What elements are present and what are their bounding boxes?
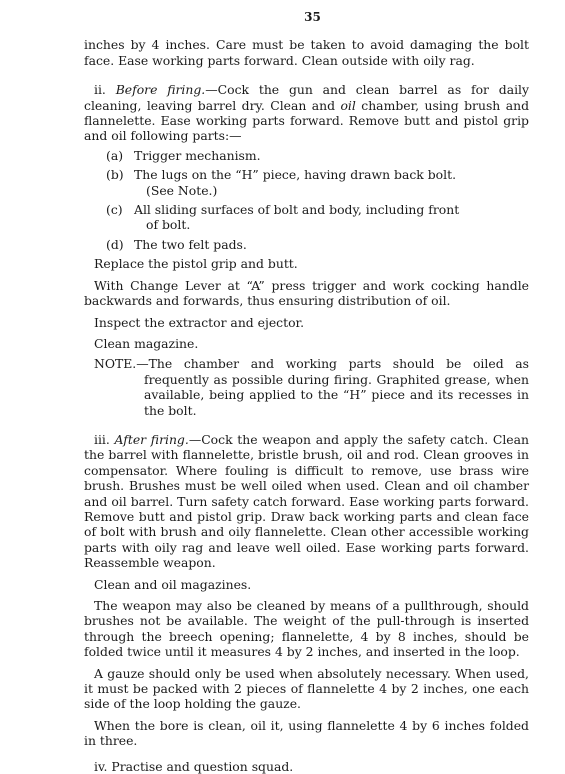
list-item bbox=[84, 202, 529, 233]
paragraph-before-firing bbox=[84, 82, 529, 144]
list-item bbox=[84, 148, 529, 163]
list-item-mark: (d) bbox=[106, 236, 124, 252]
paragraph-practise: iv. Practise and question squad. bbox=[94, 758, 294, 774]
heading-before-firing: Before firing. bbox=[115, 82, 206, 98]
parts-list bbox=[84, 148, 529, 252]
note-paragraph: NOTE.—The chamber and working parts should be oiled as frequently as possible during firing. Graphited grease, when available, being applied to the “H” piece and its recesses in the bolt. bbox=[94, 356, 529, 418]
paragraph-pullthrough: The weapon may also be cleaned by means of a pullthrough, should brushes not be available. The weight of the pull-through is inserted through the breech opening; flannelette, 4 by 8 inches, should be folded twice until it measures 4 by 2 inches, and inserted in the loop. bbox=[84, 598, 529, 660]
paragraph-replace: Replace the pistol grip and butt. bbox=[94, 256, 298, 272]
list-item-text: Trigger mechanism. bbox=[134, 147, 261, 163]
list-item-mark: (a) bbox=[106, 147, 124, 163]
paragraph-continued: inches by 4 inches. Care must be taken to avoid damaging the bolt face. Ease working parts forward. Clean outside with oily rag. bbox=[84, 37, 529, 68]
after-firing-text: —Cock the weapon and apply the safety catch. Clean the barrel with flannelette, bristle brush, oil and rod. Clean grooves in compensator. Where fouling is difficult to remove, use brass wire brush. Brushes must be well oiled when used. Clean and oil chamber and oil barrel. Turn safety catch forward. Ease working parts forward. Remove butt and pistol grip. Draw back working parts and clean face of bolt with brush and oily flannelette. Clean other accessible working parts with oily rag and leave well oiled. Ease working parts forward. Reassemble weapon. bbox=[84, 431, 529, 571]
section-number-iii: iii. bbox=[94, 431, 115, 447]
list-item-text: All sliding surfaces of bolt and body, including front bbox=[134, 202, 460, 218]
oil-word: oil bbox=[340, 97, 356, 113]
list-item bbox=[84, 167, 529, 198]
paragraph-clean-oil-magazines: Clean and oil magazines. bbox=[94, 576, 252, 592]
list-item-text: The two felt pads. bbox=[134, 236, 247, 252]
paragraph-bore-clean: When the bore is clean, oil it, using flannelette 4 by 6 inches folded in three. bbox=[84, 717, 529, 749]
section-number-ii: ii. bbox=[94, 82, 116, 98]
list-item-mark: (b) bbox=[106, 167, 124, 183]
paragraph-gauze: A gauze should only be used when absolutely necessary. When used, it must be packed with 2 pieces of flannelette 4 by 2 inches, one each side of the loop holding the gauze. bbox=[84, 665, 529, 712]
list-item-mark: (c) bbox=[106, 202, 123, 218]
list-item-text: The lugs on the “H” piece, having drawn back bolt. bbox=[134, 167, 457, 183]
paragraph-after-firing bbox=[84, 432, 529, 571]
list-item-continuation: of bolt. bbox=[146, 217, 191, 233]
list-item-continuation: (See Note.) bbox=[146, 182, 218, 198]
paragraph-change-lever: With Change Lever at “A” press trigger and work cocking handle backwards and forwards, thus ensuring distribution of oil. bbox=[84, 277, 529, 309]
paragraph-clean-magazine: Clean magazine. bbox=[94, 335, 199, 351]
list-item bbox=[84, 237, 529, 252]
before-firing-text-b: chamber, using brush and flannelette. Ease working parts forward. Remove butt and pistol grip and oil following parts:— bbox=[84, 97, 529, 144]
paragraph-inspect: Inspect the extractor and ejector. bbox=[94, 314, 305, 330]
page-number: 35 bbox=[304, 10, 321, 24]
before-firing-text-a: —Cock the gun and clean barrel as for daily cleaning, leaving barrel dry. Clean and bbox=[84, 82, 530, 113]
heading-after-firing: After firing. bbox=[114, 431, 189, 447]
